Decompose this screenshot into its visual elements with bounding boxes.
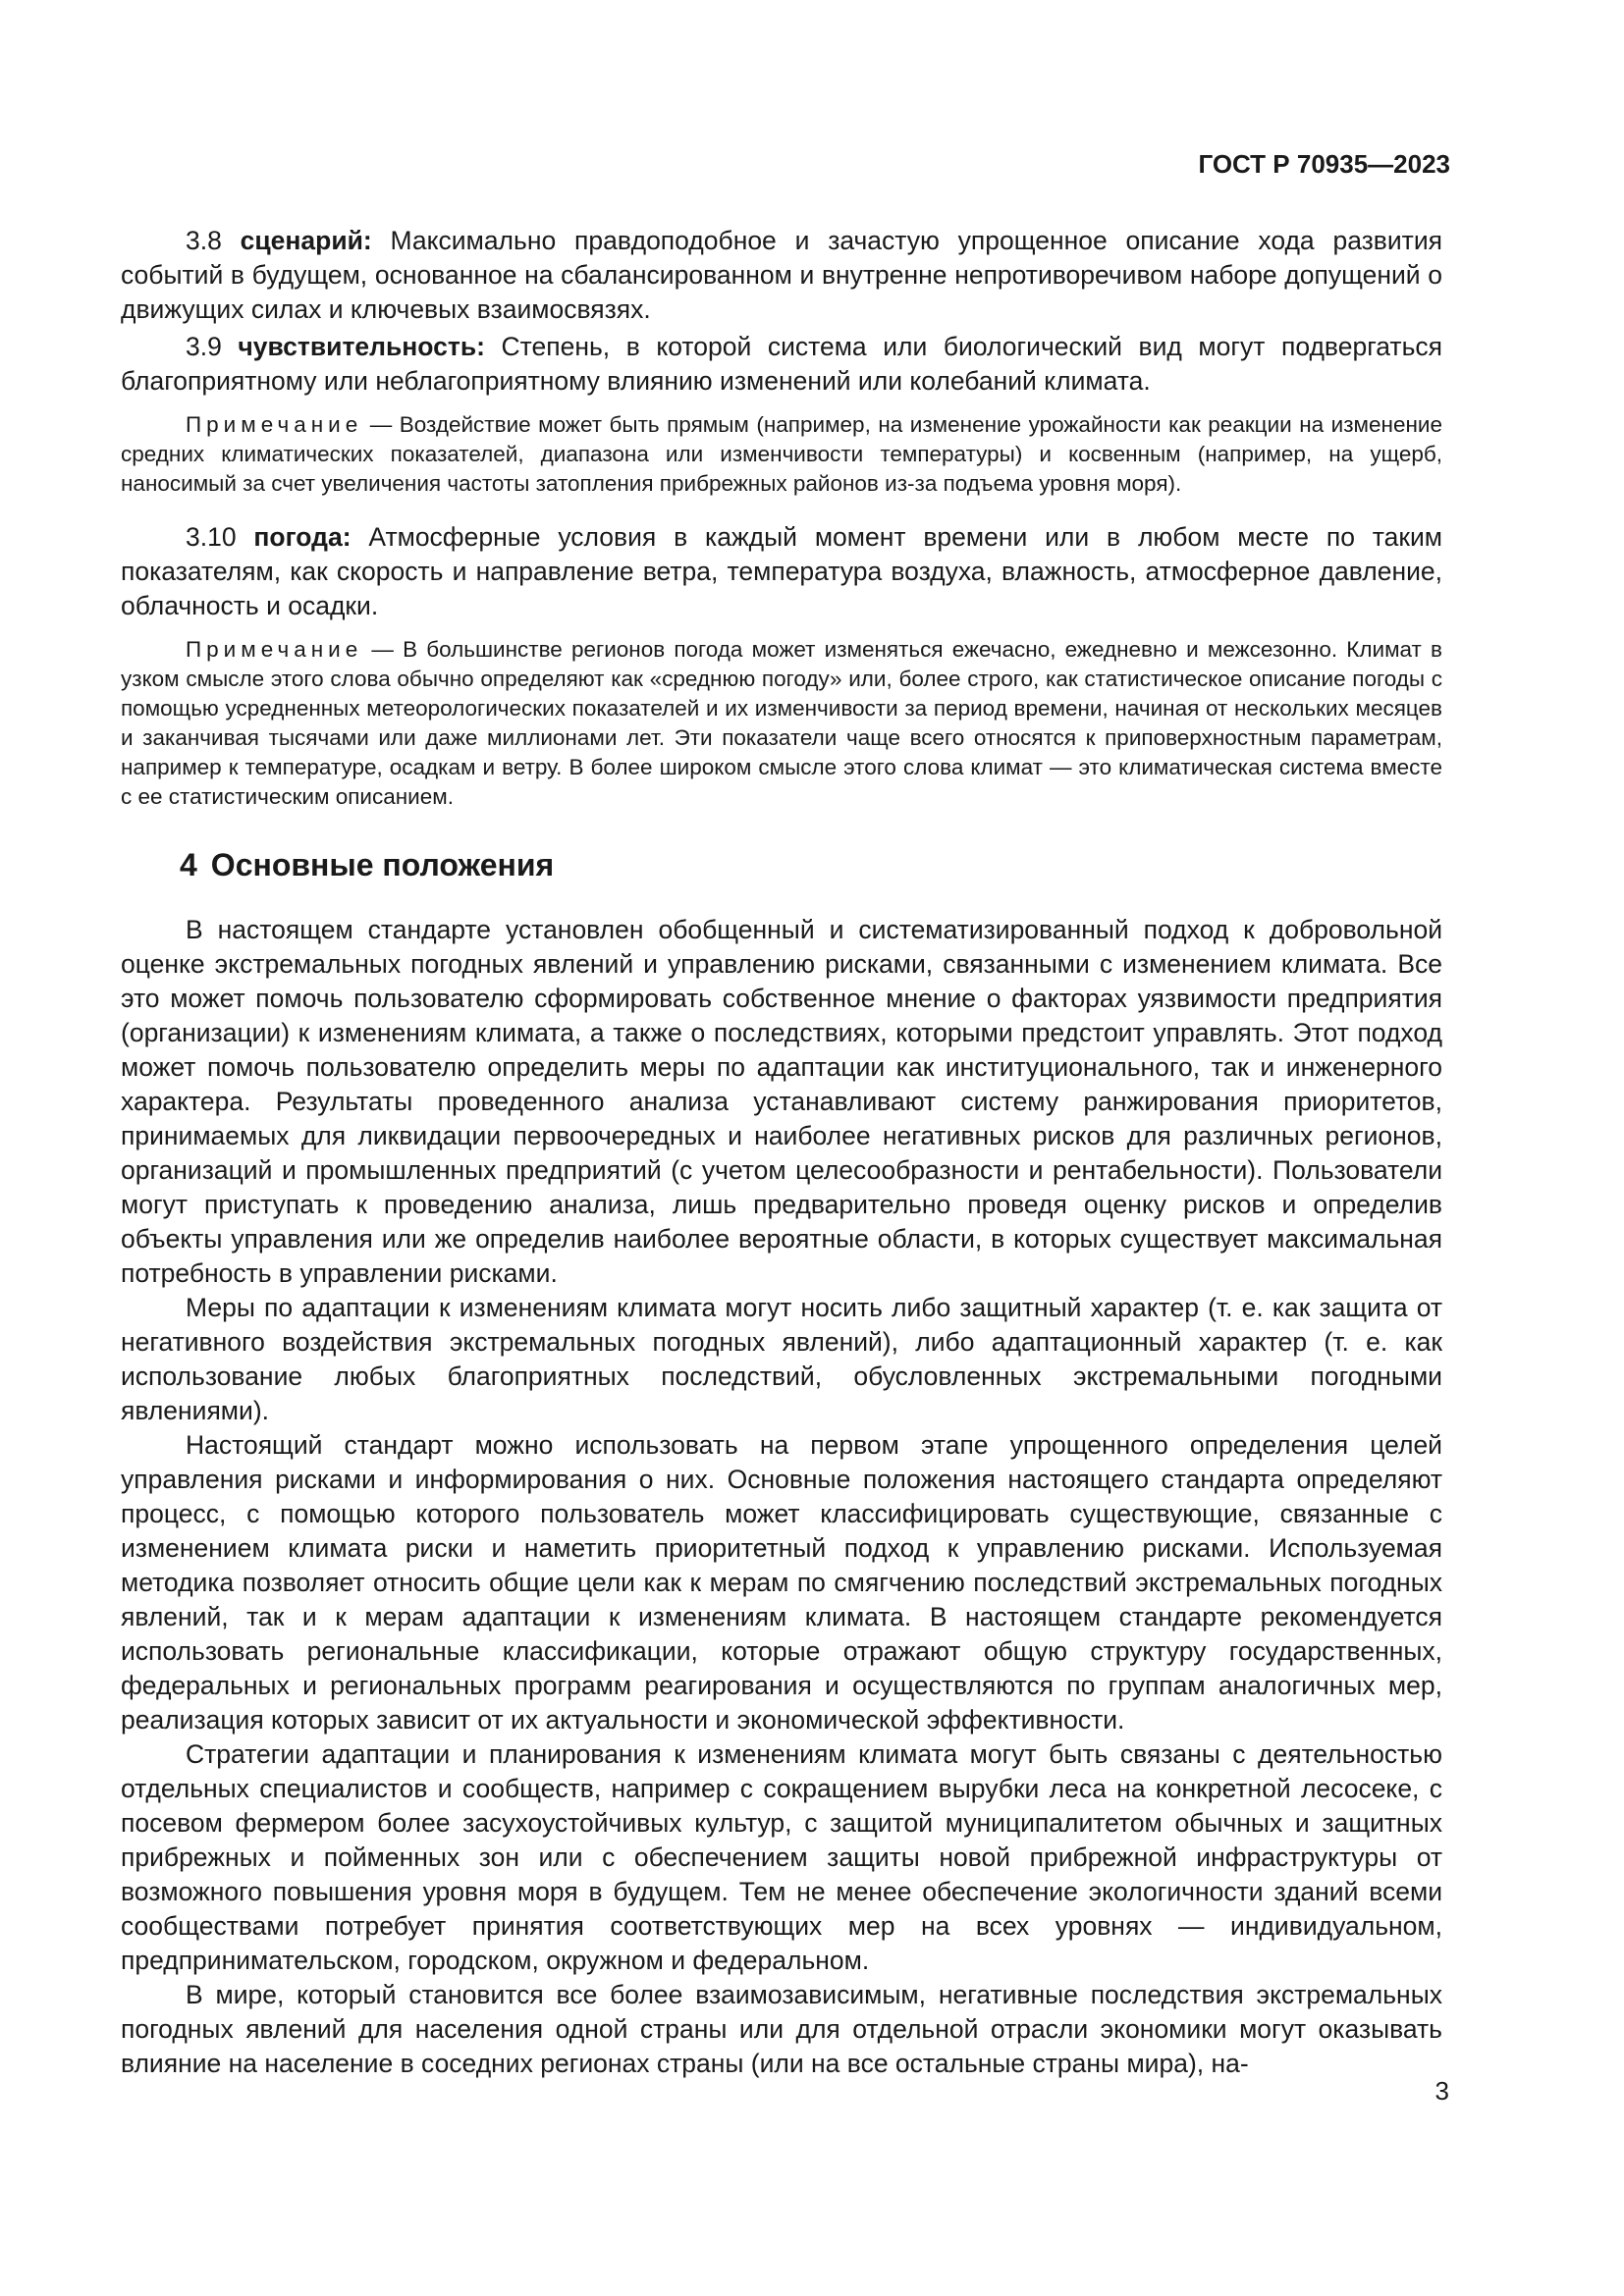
term-word: чувствительность: <box>238 332 485 361</box>
body-paragraph: В настоящем стандарте установлен обобщенный и систематизированный подход к добровольной оценке экстремальных погодных явлений и управлению рисками, связанными с изменением климата. Все это может помочь пользователю сформировать собственное мнение о факторах уязвимости предприятия (организации) к изменениям климата, а также о последствиях, которыми предстоит управлять. Этот подход может помочь пользователю определить меры по адаптации как институционального, так и инженерного характера. Результаты проведенного анализа устанавливают систему ранжирования приоритетов, принимаемых для ликвидации первоочередных и наиболее негативных рисков для различных регионов, организаций и промышленных предприятий (с учетом целесообразности и рентабельности). Пользователи могут приступать к проведению анализа, лишь предварительно проведя оценку рисков и определив объекты управления или же определив наиболее вероятные области, в которых существует максимальная потребность в управлении рисками. <box>121 915 1442 1288</box>
note-text: — Воздействие может быть прямым (например, на изменение урожайности как реакции на изменение средних климатических показателей, диапазона или изменчивости температуры) и косвенным (например, на ущерб, наносимый за счет увеличения частоты затопления прибрежных районов из-за подъема уровня моря). <box>121 412 1442 496</box>
term-definition: Атмосферные условия в каждый момент времени или в любом месте по таким показателям, как скорость и направление ветра, температура воздуха, влажность, атмосферное давление, облачность и осадки. <box>121 522 1442 620</box>
term-number: 3.9 <box>186 332 222 361</box>
term-definition: Максимально правдоподобное и зачастую упрощенное описание хода развития событий в будущем, основанное на сбалансированном и внутренне непротиворечивом наборе допущений о движущих силах и ключевых взаимосвязях. <box>121 226 1442 324</box>
term-entry-3-8 <box>121 224 1442 327</box>
term-number: 3.10 <box>186 522 237 552</box>
note-3-10 <box>121 635 1442 812</box>
term-entry-3-10 <box>121 520 1442 623</box>
page-number: 3 <box>1435 2076 1449 2106</box>
note-label: Примечание <box>186 412 363 437</box>
page-content <box>121 224 1442 2081</box>
section-title: Основные положения <box>210 847 555 882</box>
body-paragraph: Стратегии адаптации и планирования к изменениям климата могут быть связаны с деятельностью отдельных специалистов и сообществ, например с сокращением вырубки леса на конкретной лесосеке, с посевом фермером более засухоустойчивых культур, с защитой муниципалитетом обычных и защитных прибрежных и пойменных зон или с обеспечением защиты новой прибрежной инфраструктуры от возможного повышения уровня моря в будущем. Тем не менее обеспечение экологичности зданий всеми сообществами потребует принятия соответствующих мер на всех уровнях — индивидуальном, предпринимательском, городском, окружном и федеральном. <box>121 1739 1442 1975</box>
term-entry-3-9 <box>121 330 1442 399</box>
note-text: — В большинстве регионов погода может изменяться ежечасно, ежедневно и межсезонно. Климат в узком смысле этого слова обычно определяют как «среднюю погоду» или, более строго, как статистическое описание погоды с помощью усредненных метеорологических показателей и их изменчивости за период времени, начиная от нескольких месяцев и заканчивая тысячами или даже миллионами лет. Эти показатели чаще всего относятся к приповерхностным параметрам, например к температуре, осадкам и ветру. В более широком смысле этого слова климат — это климатическая система вместе с ее статистическим описанием. <box>121 637 1442 809</box>
term-word: погода: <box>253 522 352 552</box>
body-paragraph: В мире, который становится все более взаимозависимым, негативные последствия экстремальных погодных явлений для населения одной страны или для отдельной отрасли экономики могут оказывать влияние на население в соседних регионах страны (или на все остальные страны мира), на- <box>121 1980 1442 2078</box>
section-heading <box>180 847 1442 883</box>
body-paragraph: Настоящий стандарт можно использовать на первом этапе упрощенного определения целей управления рисками и информирования о них. Основные положения настоящего стандарта определяют процесс, с помощью которого пользователь может классифицировать существующие, связанные с изменением климата риски и наметить приоритетный подход к управлению рисками. Используемая методика позволяет относить общие цели как к мерам по смягчению последствий экстремальных погодных явлений, так и к мерам адаптации к изменениям климата. В настоящем стандарте рекомендуется использовать региональные классификации, которые отражают общую структуру государственных, федеральных и региональных программ реагирования и осуществляются по группам аналогичных мер, реализация которых зависит от их актуальности и экономической эффективности. <box>121 1430 1442 1735</box>
note-3-9 <box>121 410 1442 499</box>
note-label: Примечание <box>186 637 363 662</box>
document-code: ГОСТ Р 70935—2023 <box>1198 149 1450 179</box>
term-word: сценарий: <box>240 226 372 255</box>
term-definition: Степень, в которой система или биологический вид могут подвергаться благоприятному или неблагоприятному влиянию изменений или колебаний климата. <box>121 332 1442 396</box>
body-paragraph: Меры по адаптации к изменениям климата могут носить либо защитный характер (т. е. как защита от негативного воздействия экстремальных погодных явлений), либо адаптационный характер (т. е. как использование любых благоприятных последствий, обусловленных экстремальными погодными явлениями). <box>121 1293 1442 1425</box>
term-number: 3.8 <box>186 226 222 255</box>
section-number: 4 <box>180 847 197 882</box>
